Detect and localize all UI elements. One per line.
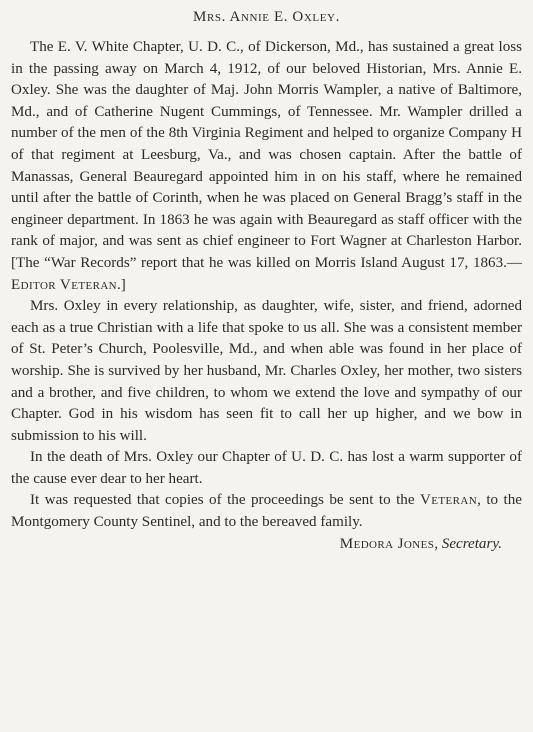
paragraph-tribute: Mrs. Oxley in every relationship, as daughter, wife, sister, and friend, adorned each as a true Christian with a life that spoke to us all. She was a consistent member of St. Peter’s Church, Poolesville, Md., and when able was found in her place of worship. She is survived by her husband, Mr. Charles Oxley, her mother, two sisters and a brother, and five children, to whom we extend the love and sympathy of our Chapter. God in his wisdom has seen fit to call her up higher, and we bow in submission to his will.: [11, 298, 522, 444]
biography-text: The E. V. White Chapter, U. D. C., of Dickerson, Md., has sustained a great loss in the passing away on March 4, 1912, of our beloved Historian, Mrs. Annie E. Oxley. She was the daughter of Maj. John Morris Wampler, a native of Baltimore, Md., and of Catherine Nugent Cummings, of Tennessee. Mr. Wampler drilled a number of the men of the 8th Virginia Regiment and helped to organize Company H of that regiment at Leesburg, Va., and was chosen captain. After the battle of Manassas, General Beauregard appointed him in on his staff, where he remained until after the battle of Corinth, when he was placed on General Bragg’s staff in the engineer department. In 1863 he was again with Beauregard as staff officer with the rank of major, and was sent as chief engineer to Fort Wagner at Charleston Harbor. [The “War Records” report that he was killed on Morris Island August 17, 1863.—: [11, 39, 522, 271]
obituary-title: Mrs. Annie E. Oxley.: [193, 9, 340, 25]
paragraph-biography: [11, 37, 522, 296]
signature: [321, 534, 502, 556]
editor-credit: Editor Veteran: [11, 276, 118, 293]
biography-closing: .]: [117, 276, 126, 293]
paragraph-request: [11, 490, 522, 552]
request-text: It was requested that copies of the proceedings be sent to the: [30, 492, 420, 509]
signature-title: Secretary.: [441, 535, 502, 552]
signature-name: Medora Jones: [339, 535, 435, 552]
paragraph-loss: In the death of Mrs. Oxley our Chapter of U. D. C. has lost a warm supporter of the cause ever dear to her heart.: [11, 449, 522, 487]
publication-name: Veteran: [420, 492, 478, 509]
request-closing: , to the Montgomery County Sentinel, and to the bereaved family.: [11, 492, 522, 531]
signature-separator: ,: [434, 535, 442, 552]
